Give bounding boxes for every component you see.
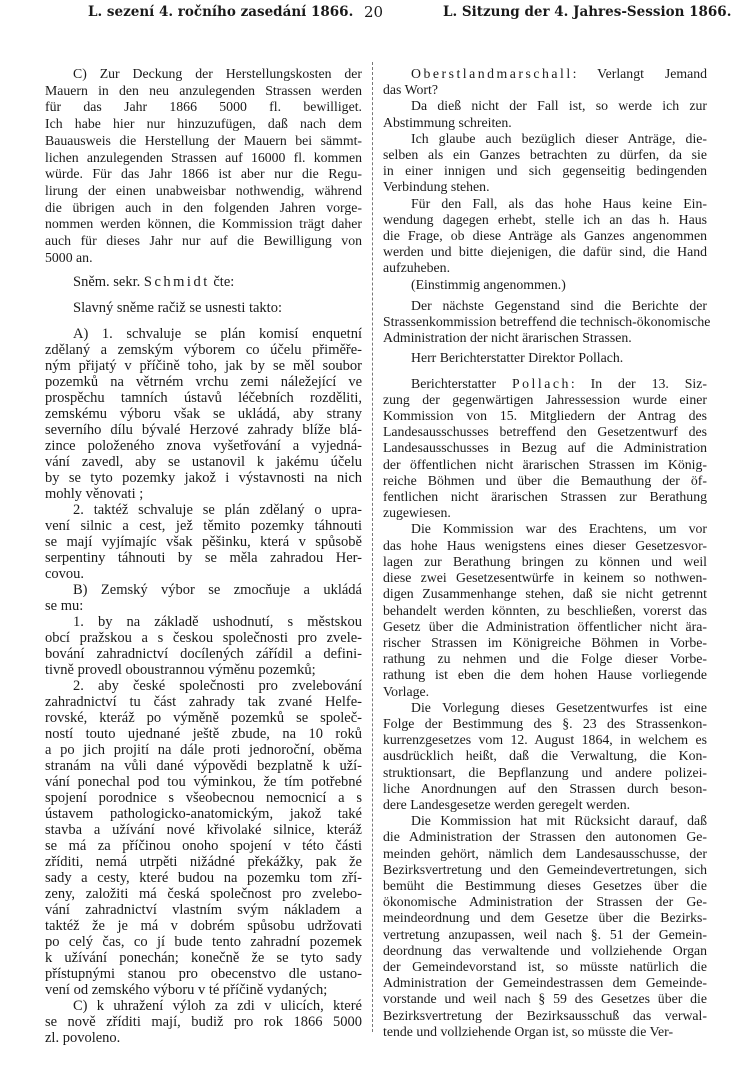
- text-line: Für den Fall, als das hohe Haus keine Ein-: [411, 195, 707, 211]
- text-line: aufzuheben.: [383, 260, 451, 276]
- text-line: Die Vorlegung dieses Gesetzentwurfes ist eine: [411, 699, 707, 715]
- text-line: zříditi, nemá utrpěti nižádné překážky, pak že: [45, 854, 362, 871]
- paragraph: [45, 300, 362, 316]
- text-line: struktionsart, die Bepflanzung und andere polizei-: [383, 764, 707, 780]
- text-line: se mají vyjímajíc však pěšinku, která v spůsobě: [45, 534, 362, 551]
- text-line: meindeordnung und dem Gesetze über die Bezirks-: [383, 910, 707, 926]
- text-line: se mu:: [45, 598, 84, 615]
- paragraph: [45, 614, 362, 678]
- paragraph: [45, 998, 362, 1046]
- text-line: Ich habe hier nur hinzuzufügen, daß nach dem: [45, 116, 362, 132]
- text-line: Landesausschusses in Bezug auf die Administration: [383, 440, 707, 456]
- text-line: Administration der nicht ärarischen Strassen.: [383, 330, 632, 346]
- text-line: Slavný sněme račiž se usnesti takto:: [73, 300, 282, 317]
- text-line: Die Kommission war des Erachtens, um vor: [411, 521, 707, 537]
- text-line: dere Landesgesetze werden geregelt werden.: [383, 796, 631, 812]
- text-line: zahradnictví tu část zahrady tak zvané Helfe-: [45, 694, 362, 711]
- text-line: taktéž že je má v dobrém spůsobu udržovati: [45, 918, 362, 935]
- text-line: tende und vollziehende Organ ist, so müsste die Ver-: [383, 1023, 674, 1039]
- paragraph: [383, 813, 707, 1040]
- text-line: ným přijatý v příčině toho, jak by se měl soubor: [45, 358, 362, 375]
- text-line: spojení porodnice s všeobecnou nemocnicí a s: [45, 790, 362, 807]
- text-line: lichen anzulegenden Strassen auf 16000 fl. kommen: [45, 149, 362, 165]
- text-line: 2. taktéž schvaluje se plán zdělaný o upra-: [73, 502, 362, 519]
- paragraph: [383, 277, 707, 293]
- text-line: vání zahradnictví vlastním svým nákladem a: [45, 902, 362, 919]
- paragraph: [45, 326, 362, 502]
- text-line: Strassenkommission betreffend die technisch-ökonomische: [383, 314, 711, 330]
- text-line: zince položeného znova vyšetřování a vyjedná-: [45, 438, 362, 455]
- text-line: přístupnými stanou pro obecenstvo dle ustano-: [45, 966, 362, 983]
- text-line: nommen werden können, die Kommission trägt daher: [45, 216, 362, 232]
- text-line: reiche Böhmen und über die Bemauthung der öf-: [383, 472, 707, 488]
- text-line: Bezirksvertretung und den Gemeindevertretungen, sich: [383, 861, 707, 877]
- text-line: 5000 an.: [45, 249, 93, 265]
- text-line: digen Zusammenhange stehen, daß sie nicht getrennt: [383, 586, 707, 602]
- text-line: severního dílu bývalé Herzové zahrady blíže blá-: [45, 422, 362, 439]
- text-line: der öffentlichen nicht ärarischen Strassen im König-: [383, 456, 707, 472]
- text-line: Verbindung stehen.: [383, 179, 490, 195]
- text-line: Landesausschusses betreffend den Gesetzentwurf des: [383, 424, 707, 440]
- text-line: vání zavedl, aby se ustanovil k jakému účelu: [45, 454, 362, 471]
- text-line: mohly věnovati ;: [45, 486, 144, 503]
- text-line: würde. Für das Jahr 1866 ist aber nur die Regu-: [45, 166, 362, 182]
- text-line: lagen zur Berathung bringen zu können und weil: [383, 553, 707, 569]
- text-line: meinden gehört, nämlich dem Landesausschusse, der: [383, 845, 707, 861]
- text-line: selben als ein Ganzes betrachten zu dürfen, da sie: [383, 147, 707, 163]
- text-line: prospěchu tamních ústavů léčebních rozděliti,: [45, 390, 362, 407]
- text-line: die übrigen auch in den folgenden Jahren vorge-: [45, 199, 362, 215]
- text-line: C) k uhražení výloh za zdi v ulicích, které: [73, 998, 362, 1015]
- text-line: vení od zemského výboru v té příčině vydaných;: [45, 982, 328, 999]
- paragraph: [45, 502, 362, 582]
- text-line: zdělaný a zemským výborem co účelu přiměře-: [45, 342, 362, 359]
- text-line: ností touto ujednané ještě zbude, na 10 roků: [45, 726, 362, 743]
- text-line: deordnung das verwaltende und vollziehende Organ: [383, 942, 707, 958]
- text-line: zl. povoleno.: [45, 1030, 121, 1047]
- speaker-name: Schmidt: [143, 274, 210, 291]
- text-line: das Wort?: [383, 82, 438, 98]
- text-line: Abstimmung schreiten.: [383, 114, 512, 130]
- text-line: tivně provedl oboustrannou výměnu pozemků;: [45, 662, 316, 679]
- text-line: Vorlage.: [383, 683, 430, 699]
- text-line: vertretung anzupassen, weil nach §. 51 der Gemein-: [383, 926, 707, 942]
- text-line: Kommission von 15. Mitgliedern der Antrag des: [383, 408, 707, 424]
- page-number: 20: [364, 3, 384, 21]
- text-line: zugewiesen.: [383, 505, 451, 521]
- text-line: die Frage, ob diese Anträge als Ganzes angenommen: [383, 228, 707, 244]
- paragraph: [383, 521, 707, 699]
- text-segment: Berichterstatter: [411, 375, 512, 391]
- paragraph: [45, 66, 362, 266]
- text-line: 1. by na základě ushodnutí, s městskou: [73, 614, 362, 631]
- text-line: diese zwei Gesetzesentwürfe in keinem so nothwen-: [383, 570, 707, 586]
- text-line: die Administration der Strassen den autonomen Ge-: [383, 829, 707, 845]
- text-line: zung der gegenwärtigen Jahressession wurde einer: [383, 391, 707, 407]
- running-header-czech: L. sezení 4. ročního zasedání 1866.: [88, 4, 354, 20]
- text-line: auch für dieses Jahr nur auf die Bewilligung von: [45, 233, 362, 249]
- text-line: se nově zříditi mají, budiž pro rok 1866 5000: [45, 1014, 362, 1031]
- text-line: Da dieß nicht der Fall ist, so werde ich zur: [411, 98, 707, 114]
- left-column: [45, 66, 362, 1046]
- text-line: obcí pražskou a s českou společnosti pro zvele-: [45, 630, 362, 647]
- text-line: Ich glaube auch bezüglich dieser Anträge, die-: [411, 130, 707, 146]
- text-line: C) Zur Deckung der Herstellungskosten der: [73, 66, 362, 81]
- text-line: by se tyto pozemky jakož i výstavnosti na nich: [45, 470, 362, 487]
- paragraph: [383, 376, 707, 522]
- text-segment: Sněm. sekr.: [73, 274, 144, 291]
- text-line: Bauausweis die Herstellung der Mauern bei sämmt-: [45, 132, 362, 148]
- text-line: für das Jahr 1866 5000 fl. bewilliget.: [45, 99, 362, 115]
- text-line: pozemků na větrném vrchu zemi náležející ve: [45, 374, 362, 391]
- text-line: a po jich projití na dále proti jednoroční, oběma: [45, 742, 362, 759]
- text-line: po celý čas, co jí bude tento zahradní pozemek: [45, 934, 362, 951]
- text-line: ústavem pathologicko-anatomickým, jakož také: [45, 806, 362, 823]
- text-line: wendung dagegen erhebt, stelle ich an das h. Haus: [383, 211, 707, 227]
- text-line: das hohe Haus wenigstens eines dieser Gesetzesvor-: [383, 537, 707, 553]
- text-line: fentlichen nicht ärarischen Strassen zur Berathung: [383, 489, 707, 505]
- text-line: A) 1. schvaluje se plán komisí enquetní: [73, 326, 362, 343]
- text-line: rischer Strassen im Königreiche Böhmen in Vorbe-: [383, 634, 707, 650]
- text-line: se má za příčinou onoho spojení v této části: [45, 838, 362, 855]
- paragraph: [383, 98, 707, 130]
- text-line: ökonomische Administration der Strassen der Ge-: [383, 894, 707, 910]
- paragraph: [383, 350, 707, 366]
- text-line: stavba a užívání nové křivolaké silnice, kteráž: [45, 822, 362, 839]
- speaker-name: Oberstlandmarschall: [411, 66, 573, 81]
- text-line: Bezirksvertretung der Bezirksausschuß das verwal-: [383, 1007, 707, 1023]
- text-segment: čte:: [209, 274, 235, 291]
- text-line: vorstande und weil nach § 59 des Gesetzes über die: [383, 991, 707, 1007]
- right-column: [383, 66, 711, 1040]
- text-line: Administration der Gemeindestrassen dem Gemeinde-: [383, 975, 707, 991]
- paragraph: [383, 131, 707, 196]
- text-line: lirung der einen unabweisbar nothwendig, während: [45, 182, 362, 198]
- text-segment: : In der 13. Siz-: [570, 375, 707, 391]
- text-segment: : Verlangt Jemand: [572, 66, 707, 81]
- text-line: Gesetz über die Administration öffentlicher nicht ära-: [383, 618, 707, 634]
- text-line: zeny, založiti má česká společnost pro zvelebo-: [45, 886, 362, 903]
- paragraph: [45, 678, 362, 998]
- text-line: rathung ist eben die dem hohen Hause vorliegende: [383, 667, 707, 683]
- text-line: ausdrücklich heißt, daß die Verwaltung, die Kon-: [383, 748, 707, 764]
- text-line: rovské, kteráž po výměně pozemků se společ-: [45, 710, 362, 727]
- text-line: liche Anordnungen auf den Strassen durch beson-: [383, 780, 707, 796]
- running-header-german: L. Sitzung der 4. Jahres-Session 1866.: [443, 4, 732, 20]
- text-line: kurrenzgesetzes vom 12. August 1864, in welchem es: [383, 732, 707, 748]
- text-line: vání ponechal pod tou výminkou, že tím potřebné: [45, 774, 362, 791]
- text-line: Folge der Bestimmung des §. 23 des Strassenkon-: [383, 715, 707, 731]
- paragraph: [383, 700, 707, 813]
- paragraph: [45, 582, 362, 614]
- text-line: stranám na vůli dané výpovědi bezplatně k uží-: [45, 758, 362, 775]
- text-line: serpentiny táhnouti by se měla zahradou Her-: [45, 550, 362, 567]
- speaker-name: Pollach: [511, 375, 571, 391]
- text-line: zemskému výboru však se ukládá, aby strany: [45, 406, 362, 423]
- paragraph: [45, 274, 362, 290]
- text-line: sady a cesty, které budou na pozemku tom zří-: [45, 870, 362, 887]
- text-line: covou.: [45, 566, 85, 583]
- text-line: bování zahradnictví docílených zářídil a defini-: [45, 646, 362, 663]
- text-line: Mauern in den neu anzulegenden Strassen werden: [45, 82, 362, 98]
- text-line: rathung zu nehmen und die Folge dieser Vorbe-: [383, 651, 707, 667]
- paragraph: [383, 297, 711, 347]
- text-line: Die Kommission hat mit Rücksicht darauf, daß: [411, 813, 707, 829]
- text-line: [45, 274, 362, 290]
- text-line: vení silnic a cest, jež těmito pozemky táhnouti: [45, 518, 362, 535]
- paragraph: [383, 196, 707, 277]
- text-line: werden und bitte diejenigen, die dafür sind, die Hand: [383, 244, 707, 260]
- column-divider: [372, 62, 373, 1032]
- text-line: B) Zemský výbor se zmocňuje a ukládá: [73, 582, 362, 599]
- text-line: k užívání ponechán; konečně že se tyto sady: [45, 950, 362, 967]
- text-line: [383, 376, 707, 392]
- text-line: Herr Berichterstatter Direktor Pollach.: [411, 350, 624, 366]
- paragraph: [383, 66, 707, 98]
- text-line: der Gemeindevorstand ist, so müsste natürlich die: [383, 958, 707, 974]
- text-line: Der nächste Gegenstand sind die Berichte der: [411, 297, 707, 313]
- text-line: 2. aby české společnosti pro zvelebování: [73, 678, 362, 695]
- text-line: [383, 66, 707, 82]
- text-line: (Einstimmig angenommen.): [411, 276, 566, 292]
- text-line: in einer innigen und sich gegenseitig bedingenden: [383, 163, 707, 179]
- text-line: behandelt werden könnten, zu beschließen, vorerst das: [383, 602, 707, 618]
- text-line: bemüht die Bestimmung dieses Gesetzes über die: [383, 877, 707, 893]
